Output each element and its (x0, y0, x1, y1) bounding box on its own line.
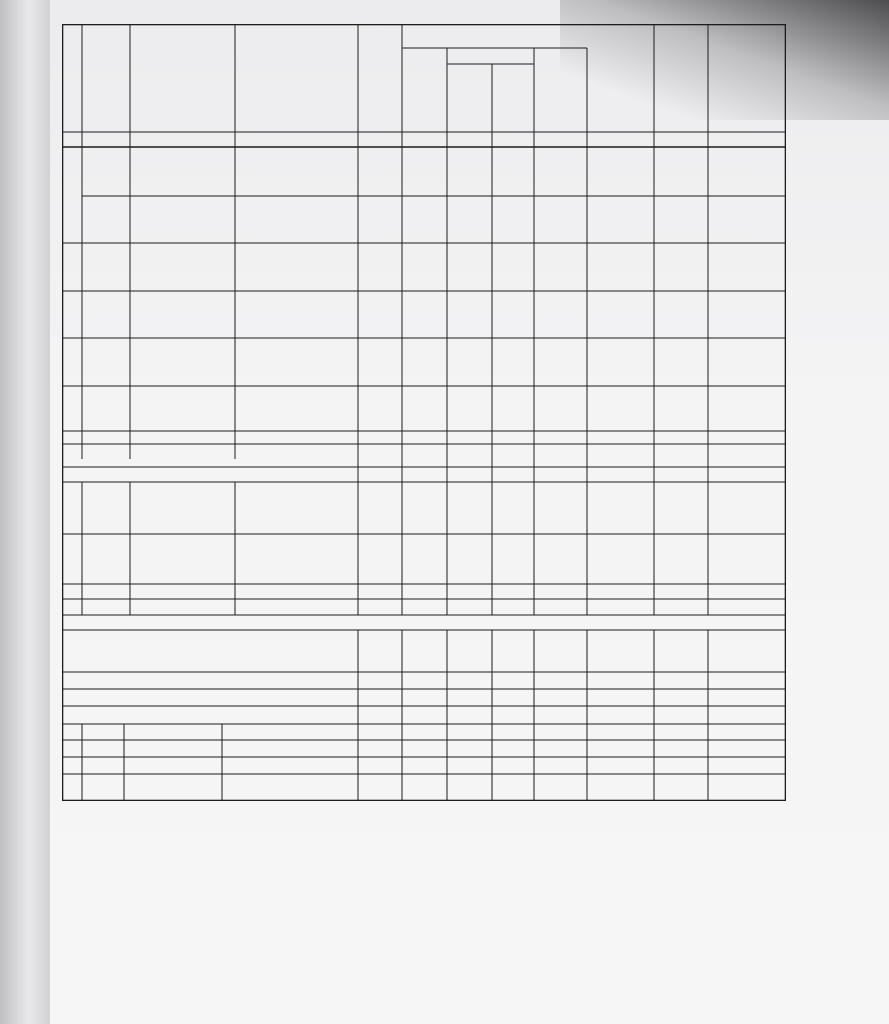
page-binding (0, 0, 52, 1024)
table-grid (62, 24, 786, 801)
explication-table (62, 24, 786, 801)
